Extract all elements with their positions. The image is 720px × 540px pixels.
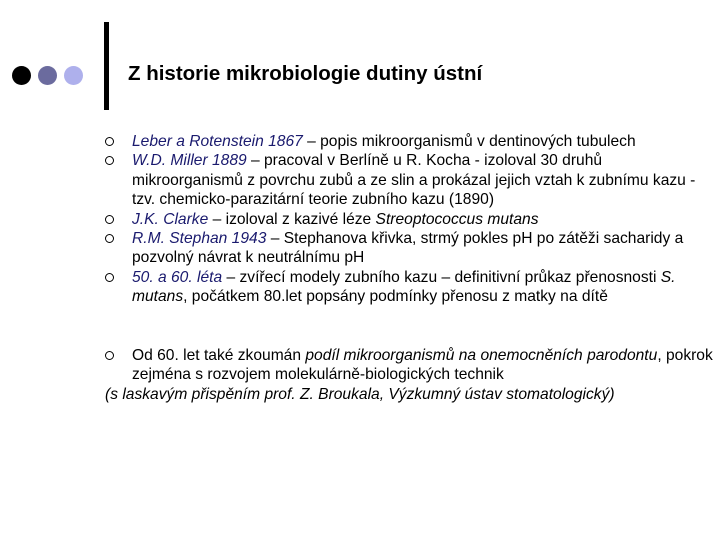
dot-black [12, 66, 31, 85]
item-emphasis: podíl mikroorganismů na onemocněních parodontu [305, 346, 658, 364]
bullet-icon [105, 351, 114, 360]
list-item [105, 132, 717, 151]
bullet-icon [105, 273, 114, 282]
item-text: , pokrok zejména s rozvojem molekulárně-biologických technik [132, 346, 713, 384]
bullet-icon [105, 156, 114, 165]
item-text: Od 60. let také zkoumán [132, 346, 306, 364]
list-item [105, 346, 717, 385]
item-name: W.D. Miller 1889 [132, 152, 247, 170]
species-name: S. mutans [132, 268, 676, 306]
bullet-icon [105, 215, 114, 224]
item-text: – pracoval v Berlíně u R. Kocha - izoloval 30 druhů mikroorganismů z povrchu zubů a ze slin a prokázal jejich vztah k zubnímu kazu - tzv. chemicko-parazitární teorie zubního kazu (1890) [132, 152, 696, 209]
item-name: Leber a Rotenstein 1867 [132, 133, 303, 150]
list-spacer [105, 307, 717, 346]
item-text: – Stephanova křivka, strmý pokles pH po zátěži sacharidy a pozvolný návrat k neutrálnímu pH [132, 230, 684, 267]
bullet-icon [105, 137, 114, 146]
item-text: – popis mikroorganismů v dentinových tubulech [302, 133, 636, 150]
history-list [105, 132, 717, 384]
title-divider [104, 22, 109, 110]
item-name: 50. a 60. léta [132, 268, 223, 286]
item-text: – zvířecí modely zubního kazu – definitivní průkaz přenosnosti [222, 268, 661, 286]
dot-lavender [64, 66, 83, 85]
decorative-dots [12, 66, 83, 85]
slide-content [105, 132, 717, 405]
list-item [105, 210, 717, 229]
dot-slate [38, 66, 57, 85]
list-item [105, 268, 717, 307]
list-item [105, 229, 717, 268]
item-name: R.M. Stephan 1943 [132, 230, 267, 248]
item-text: – izoloval z kazivé léze [208, 210, 376, 228]
list-item [105, 151, 717, 209]
bullet-icon [105, 234, 114, 243]
species-name: Streoptococcus mutans [375, 210, 539, 228]
footnote: (s laskavým přispěním prof. Z. Broukala, Výzkumný ústav stomatologický) [105, 386, 615, 404]
item-name: J.K. Clarke [132, 210, 209, 228]
slide-title: Z historie mikrobiologie dutiny ústní [128, 62, 483, 85]
item-text: , počátkem 80.let popsány podmínky přenosu z matky na dítě [183, 288, 608, 306]
